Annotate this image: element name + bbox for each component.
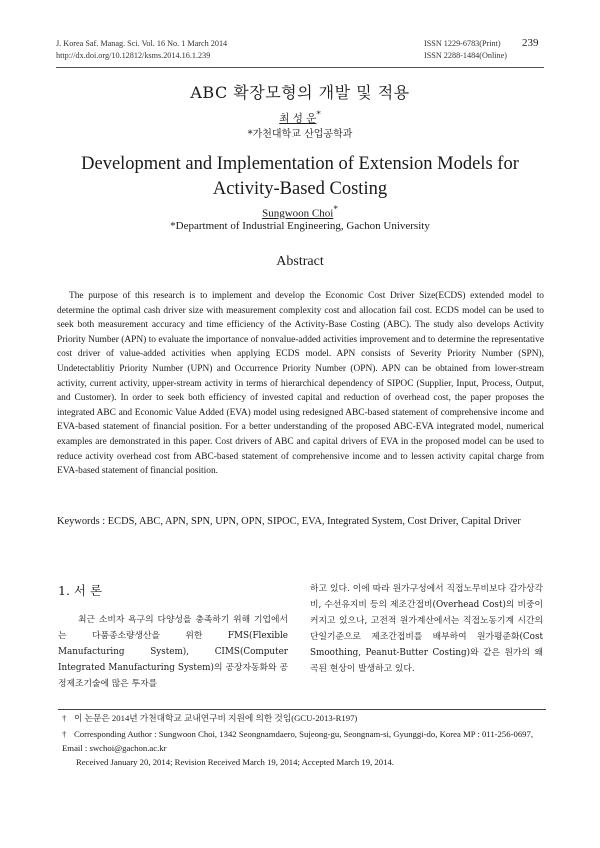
english-author-name: Sungwoon Choi <box>262 207 334 220</box>
doi-link[interactable]: http://dx.doi.org/10.12812/ksms.2014.16.1.239 <box>56 51 211 60</box>
issn-print: ISSN 1229-6783(Print) <box>424 39 501 48</box>
korean-author-name: 최 성 운 <box>279 112 317 125</box>
funding-text: 이 논문은 2014년 가천대학교 교내연구비 지원에 의한 것임(GCU-2013-R197) <box>74 713 358 723</box>
english-title-line2: Activity-Based Costing <box>212 179 388 199</box>
issn-online: ISSN 2288-1484(Online) <box>424 51 508 60</box>
abstract-heading: Abstract <box>276 254 324 269</box>
intro-right-column: 하고 있다. 이에 따라 원가구성에서 직접노무비보다 감가상각비, 수선유지비 등의 제조간접비(Overhead Cost)의 비중이 커지고 있으나, 고전적 원가계산에서는 직접노동기계 시간의 단일기준으로 제조간접비를 배부하여 원가평준화(Cost Smoothing, Peanut-Butter Costing)와 같은 원가의 왜곡된 현상이 발생하고 있다. <box>310 584 543 674</box>
issn-block <box>424 38 507 62</box>
abstract-body: The purpose of this research is to implement and develop the Economic Cost Driver Size(ECDS) extended model to determine the optimal cash driver size with measurement complexity cost and allocation fail cost. ECDS model can be used to seek both measurement accuracy and time efficiency of the Activity-Base Costing (ABC). The study also develops Activity Priority Number (APN) to evaluate the importance of nonvalue-added activities improvement and to determine the representative cost driver of value-added activities when applying ECDS model. APN consists of Severity Priority Number (SPN), Undetectablitiy Priority Number (UPN) and Occurrence Priority Number (OPN). APN can be obtained from lower-stream activity, current activity, upper-stream activity in terms of hierarchical dependency of SIPOC (Supplier, Input, Process, Output, and Customer). In order to seek both efficiency of invested capital and reduction of overhead cost, the paper proposes the integrated ABC and Economic Value Added (EVA) model using redesigned ABC-based statement of comprehensive income and EVA-based statement of financial position. For a better understanding of the proposed ABC-EVA integrated model, numerical examples are demonstrated in this paper. Cost drivers of ABC and capital drivers of EVA in the proposed model can be used to reduce activity overhead cost from ABC-based statement of comprehensive income and to lessen activity capital charge from EVA-based statement of financial position. <box>57 291 544 477</box>
english-title-line1: Development and Implementation of Extension Models for <box>81 154 519 174</box>
english-title <box>0 152 600 202</box>
corresponding-text: Corresponding Author : Sungwoon Choi, 1342 Seongnamdaero, Sujeong-gu, Seongnam-si, Gyunggi-do, Korea MP : 011-256-0697, Email : swchoi@gachon.ac.kr <box>62 729 534 753</box>
korean-author-mark: * <box>316 110 321 120</box>
english-affiliation: *Department of Industrial Engineering, Gachon University <box>170 220 430 232</box>
section-heading-introduction: 1. 서 론 <box>58 583 103 598</box>
korean-affiliation: *가천대학교 산업공학과 <box>247 129 353 140</box>
dagger-mark: † <box>62 713 67 723</box>
journal-header <box>56 38 227 62</box>
keywords: Keywords : ECDS, ABC, APN, SPN, UPN, OPN, SIPOC, EVA, Integrated System, Cost Driver, Capital Driver <box>57 516 521 527</box>
intro-left-column: 최근 소비자 욕구의 다양성을 충족하기 위해 기업에서는 다품종소량생산을 위한 FMS(Flexible Manufacturing System), CIMS(Computer Integrated Manufacturing System)의 공장자동화와 공정제조기술에 많은 투자를 <box>58 615 288 689</box>
footnote-funding <box>62 711 357 725</box>
header-divider <box>56 67 544 68</box>
dagger-mark: † <box>62 729 67 739</box>
footnote-corresponding <box>62 727 542 755</box>
korean-author <box>0 110 600 126</box>
english-author-mark: * <box>333 204 338 214</box>
footnote-dates: Received January 20, 2014; Revision Received March 19, 2014; Accepted March 19, 2014. <box>76 757 394 767</box>
page-number: 239 <box>522 37 539 49</box>
footnote-divider <box>58 709 546 710</box>
korean-title: ABC 확장모형의 개발 및 적용 <box>190 83 410 102</box>
journal-citation: J. Korea Saf. Manag. Sci. Vol. 16 No. 1 March 2014 <box>56 39 228 48</box>
english-author <box>0 204 600 220</box>
